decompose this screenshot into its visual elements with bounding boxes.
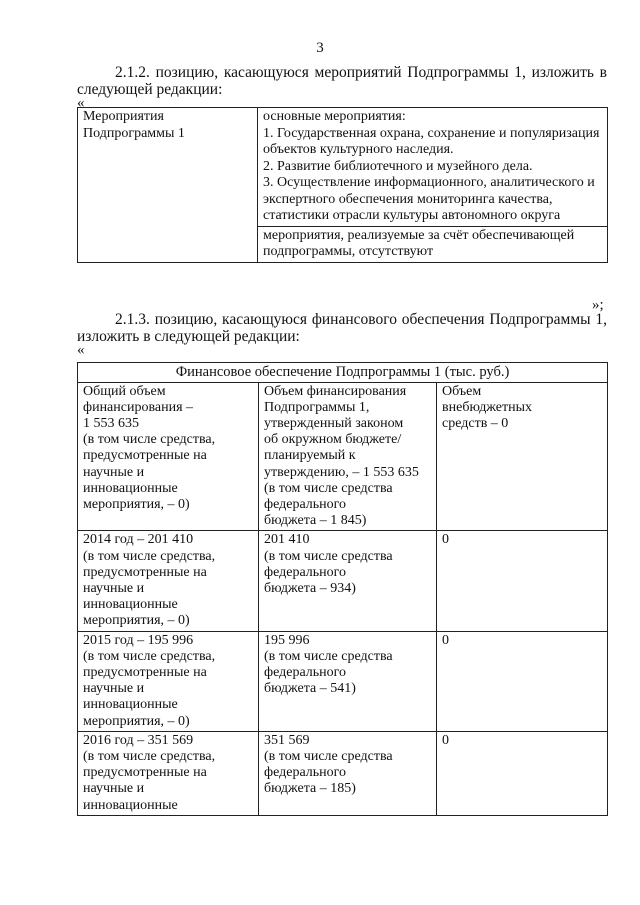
cell-line: (в том числе средства [264,480,393,496]
cell-line: (в том числе средства [264,648,393,664]
cell-line: предусмотренные на [83,664,207,680]
year-extrabudgetary-cell: 0 [437,631,608,731]
table-header-row [78,382,608,531]
cell-line: Подпрограммы 1 [83,125,185,141]
cell-line: (в том числе средства, [83,648,216,664]
cell-line: 2015 год – 195 996 [83,632,194,648]
cell-line: финансирования – [83,399,194,415]
total-funding-cell [78,382,259,531]
page-number: 3 [316,40,324,56]
cell-line: (в том числе средства [264,548,393,564]
cell-line: инновационные [83,480,178,496]
cell-line: Мероприятия [83,109,164,124]
open-quote: « [77,342,85,358]
table-row [78,363,608,383]
cell-line: научные и [83,464,145,480]
cell-line: 1 553 635 [83,415,139,431]
cell-line: бюджета – 934) [264,580,356,596]
finance-table [77,362,608,816]
cell-line: научные и [83,781,145,797]
year-budget-cell [259,631,437,731]
cell-line: внебюджетных [442,399,533,415]
cell-line: 2014 год – 201 410 [83,532,194,548]
cell-line: 195 996 [264,632,310,648]
activities-label-cell [78,108,258,263]
cell-line: планируемый к [264,448,356,464]
year-total-cell [78,631,259,731]
activity-item: 2. Развитие библиотечного и музейного дела. [263,158,533,174]
cell-line: (в том числе средства, [83,432,216,448]
year-extrabudgetary-cell: 0 [437,731,608,815]
open-quote: « [77,95,85,111]
cell-line: 351 569 [264,732,310,748]
paragraph-line: изложить в следующей редакции: [77,328,300,345]
table-row-2016 [78,731,608,815]
cell-line: научные и [83,580,145,596]
extrabudgetary-funding-cell [437,382,608,531]
cell-line: (в том числе средства [264,748,393,764]
activities-table [77,107,608,263]
cell-line: федерального [264,664,347,680]
cell-line: инновационные [83,597,178,613]
year-total-cell [78,731,259,815]
paragraph-line: 2.1.2. позицию, касающуюся мероприятий Подпрограммы 1, изложить в [115,64,607,81]
cell-line: Общий объем [83,383,166,399]
year-total-cell [78,531,259,631]
cell-line: бюджета – 541) [264,681,356,697]
paragraph-2-1-2 [77,64,607,98]
cell-line: 2016 год – 351 569 [83,732,194,748]
year-extrabudgetary-cell: 0 [437,531,608,631]
cell-line: (в том числе средства, [83,548,216,564]
paragraph-line: следующей редакции: [77,81,223,98]
cell-line: бюджета – 185) [264,781,356,797]
cell-line: инновационные [83,797,178,813]
activities-lead: основные мероприятия: [263,109,406,124]
cell-line: мероприятия, – 0) [83,496,190,512]
cell-line: 201 410 [264,532,310,548]
cell-line: предусмотренные на [83,564,207,580]
activity-item: 1. Государственная охрана, сохранение и популяризация объектов культурного наследия. [263,125,600,157]
activity-item: 3. Осуществление информационного, аналитического и экспертного обеспечения мониторинга качества, статистики отрасли культуры автономного округа [263,175,595,223]
finance-table-title: Финансовое обеспечение Подпрограммы 1 (тыс. руб.) [78,363,608,383]
cell-line: инновационные [83,697,178,713]
year-budget-cell [259,731,437,815]
year-budget-cell [259,531,437,631]
table-row-2014 [78,531,608,631]
cell-line: федерального [264,564,347,580]
cell-line: утверждению, – 1 553 635 [264,464,419,480]
main-activities-cell [258,108,608,227]
cell-line: (в том числе средства, [83,748,216,764]
support-activities-cell: мероприятия, реализуемые за счёт обеспечивающей подпрограммы, отсутствуют [258,226,608,262]
table-row [78,108,608,227]
cell-line: научные и [83,681,145,697]
cell-line: предусмотренные на [83,765,207,781]
cell-line: средств – 0 [442,415,509,431]
close-quote: »; [592,297,604,313]
cell-line: мероприятия, – 0) [83,713,190,729]
cell-line: федерального [264,765,347,781]
cell-line: Подпрограммы 1, [264,399,370,415]
cell-line: федерального [264,496,347,512]
cell-line: об окружном бюджете/ [264,432,402,448]
cell-line: Объем финансирования [264,383,407,399]
cell-line: мероприятия, – 0) [83,613,190,629]
budget-funding-cell [259,382,437,531]
cell-line: бюджета – 1 845) [264,513,367,529]
cell-line: Объем [442,383,482,399]
paragraph-line: 2.1.3. позицию, касающуюся финансового обеспечения Подпрограммы 1, [115,311,607,328]
paragraph-2-1-3 [77,311,607,345]
table-row-2015 [78,631,608,731]
cell-line: утвержденный законом [264,415,404,431]
cell-line: предусмотренные на [83,448,207,464]
